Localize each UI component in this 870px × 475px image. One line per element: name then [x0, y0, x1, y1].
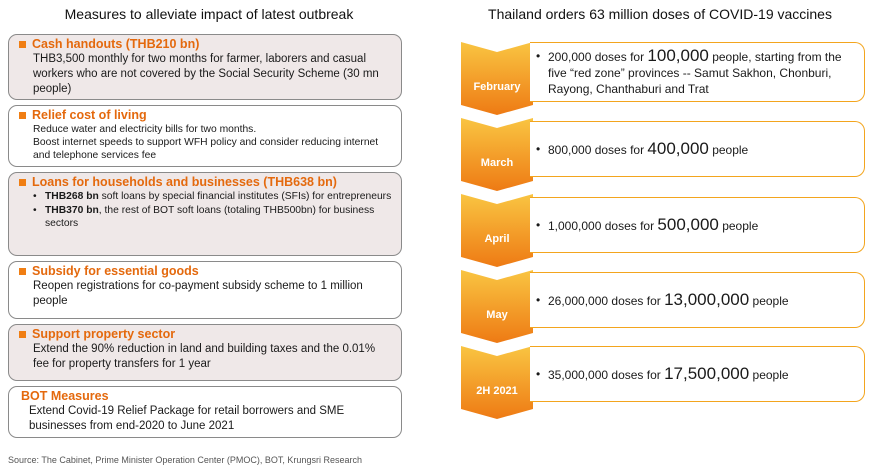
period-label: 2H 2021: [476, 385, 518, 397]
dose-box-march: [530, 121, 865, 177]
people-count: 17,500,000: [664, 363, 750, 383]
list-item: [19, 204, 393, 230]
dose-suffix: people: [708, 142, 749, 157]
people-count: 400,000: [647, 138, 709, 158]
loan-description: , the rest of BOT soft loans (totaling THB500bn) for business sectors: [45, 205, 375, 229]
bullet: •: [536, 217, 541, 232]
period-label: March: [480, 157, 514, 169]
measure-title: Cash handouts (THB210 bn): [32, 37, 200, 51]
timeline-chevrons: [461, 42, 533, 430]
measure-body: Reopen registrations for co-payment subsidy scheme to 1 million people: [33, 280, 363, 307]
orange-square-icon: [19, 41, 26, 48]
measure-title: Subsidy for essential goods: [32, 264, 199, 278]
dose-text: 1,000,000 doses for: [548, 218, 658, 233]
left-panel-title: Measures to alleviate impact of latest outbreak: [64, 6, 354, 22]
bullet: •: [536, 292, 541, 307]
people-count: 500,000: [657, 214, 719, 234]
measure-card-cash-handouts: [8, 34, 402, 100]
measure-card-bot-measures: [8, 386, 402, 438]
dose-box-may: [530, 272, 865, 328]
timeline-step-april: [461, 194, 533, 257]
timeline-step-2h-2021: [461, 346, 533, 409]
period-label: May: [486, 309, 508, 321]
dose-text: 26,000,000 doses for: [548, 293, 665, 308]
measure-body: THB3,500 monthly for two months for farmer, laborers and casual workers who are not covered by the Social Security Scheme (30 mn people): [33, 53, 379, 95]
bullet: •: [536, 48, 541, 63]
measure-card-loans: [8, 172, 402, 256]
bullet: •: [536, 141, 541, 156]
right-panel-title: Thailand orders 63 million doses of COVID-19 vaccines: [488, 6, 832, 22]
dose-box-2h-2021: [530, 346, 865, 402]
dose-suffix: people: [749, 293, 789, 308]
dose-suffix: people: [718, 218, 759, 233]
people-count: 100,000: [647, 45, 709, 65]
timeline-step-march: [461, 118, 533, 181]
timeline-step-may: [461, 270, 533, 333]
measure-card-relief-cost-of-living: [8, 105, 402, 167]
orange-square-icon: [19, 179, 26, 186]
source-note: Source: The Cabinet, Prime Minister Operation Center (PMOC), BOT, Krungsri Research: [8, 455, 362, 465]
measure-body: Extend the 90% reduction in land and building taxes and the 0.01% fee for property transfers for 1 year: [33, 343, 376, 370]
measure-card-property-sector: [8, 324, 402, 381]
dose-text: 35,000,000 doses for: [548, 367, 665, 382]
bullet: •: [33, 205, 37, 216]
orange-square-icon: [19, 112, 26, 119]
measure-body-line: Boost internet speeds to support WFH policy and consider reducing internet and telephone services fee: [33, 137, 379, 161]
dose-box-april: [530, 197, 865, 253]
measure-title: Support property sector: [32, 327, 176, 341]
dose-box-february: [530, 42, 865, 102]
bullet: •: [33, 191, 37, 202]
measure-body: Extend Covid-19 Relief Package for retail borrowers and SME businesses from end-2020 to June 2021: [29, 405, 345, 432]
dose-suffix: people, starting from the five “red zone” provinces -- Samut Sakhon, Chonburi, Rayong, Chanthaburi and Trat: [548, 49, 842, 96]
period-label: February: [473, 81, 521, 93]
orange-square-icon: [19, 268, 26, 275]
measure-body-line: Reduce water and electricity bills for two months.: [33, 124, 257, 135]
loan-amount: THB370 bn: [45, 205, 99, 216]
dose-suffix: people: [749, 367, 789, 382]
list-item: [19, 190, 393, 203]
period-label: April: [484, 233, 510, 245]
dose-text: 800,000 doses for: [548, 142, 648, 157]
measure-card-subsidy: [8, 261, 402, 319]
measure-title: BOT Measures: [21, 389, 109, 403]
measure-title: Relief cost of living: [32, 108, 147, 122]
measure-title: Loans for households and businesses (THB638 bn): [32, 175, 337, 189]
dose-text: 200,000 doses for: [548, 49, 648, 64]
loan-description: soft loans by special financial institutes (SFIs) for entrepreneurs: [98, 191, 392, 202]
orange-square-icon: [19, 331, 26, 338]
bullet: •: [536, 366, 541, 381]
loan-amount: THB268 bn: [45, 191, 99, 202]
timeline-step-february: [461, 42, 533, 105]
people-count: 13,000,000: [664, 289, 750, 309]
